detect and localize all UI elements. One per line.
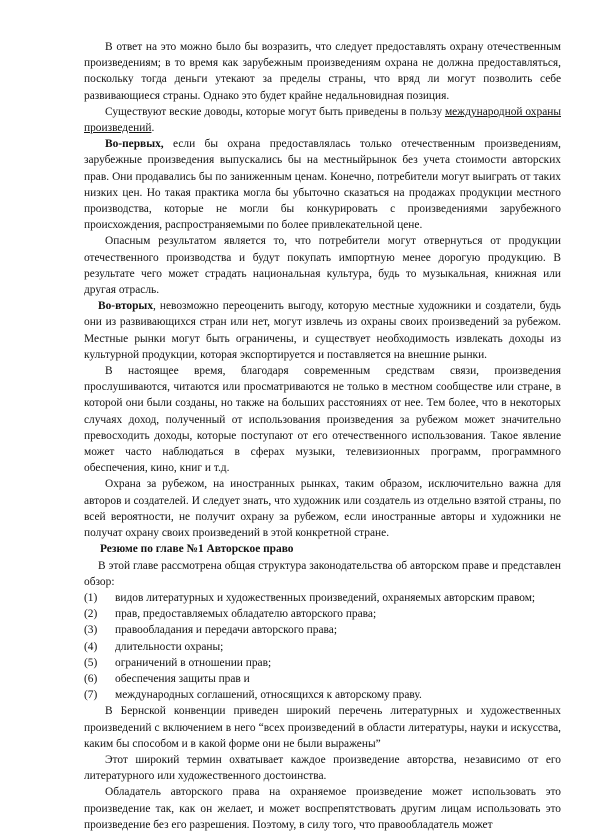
arguments-intro-period: .: [151, 122, 155, 135]
paragraph-modern-communication: В настоящее время, благодаря современным средствам связи, произведения прослушиваются, читаются или просматриваются не только в местном сообществе или стране, в которой они были созданы, но также на больших расстояниях от нее. Тем более, что в некоторых случаях доход, полученный от использования произведения за рубежом может значительно превосходить доходы, которые поступают от его отечественного использования. Такое явление может часто наблюдаться в сферах музыки, телевизионных программ, программного обеспечения, кино, книг и т.д.: [84, 365, 561, 475]
paragraph-rights-holder: Обладатель авторского права на охраняемое произведение может использовать это произведение так, как он желает, и может воспрепятствовать другим лицам использовать это произведение без его разрешения. Поэтому, в силу того, что правообладатель может: [84, 786, 561, 831]
list-item-number: (3): [84, 624, 98, 637]
list-item-text: правообладания и передачи авторского права;: [115, 624, 337, 637]
second-argument-label: Во-вторых: [98, 300, 154, 313]
list-item-text: длительности охраны;: [115, 640, 224, 653]
list-item: [84, 590, 561, 606]
first-argument-text: если бы охрана предоставлялась только отечественным произведениям, зарубежные произведения выпускались бы на местныйрынок без учета стоимости авторских прав. Они продавались бы по заниженным ценам. Конечно, потребители могут выиграть от таких низких цен. Но такая практика могла бы убыточно сказаться на продажах продукции местного производства, которые не могли бы конкурировать с произведениями зарубежного происхождения, распространяемыми по более привлекательной цене.: [84, 138, 561, 232]
list-item: [84, 622, 561, 638]
paragraph-counterargument: В ответ на это можно было бы возразить, что следует предоставлять охрану отечественным произведениям; в то время как зарубежным произведениям охрана не должна предоставляться, поскольку тогда деньги утекают за пределы страны, что вряд ли могут позволить себе развивающиеся страны. Однако это будет крайне недальновидная позиция.: [84, 41, 561, 102]
list-item-number: (4): [84, 640, 98, 653]
list-item-text: обеспечения защиты прав и: [115, 672, 250, 685]
list-item-text: международных соглашений, относящихся к авторскому праву.: [115, 689, 422, 702]
list-item-text: видов литературных и художественных произведений, охраняемых авторским правом;: [115, 591, 536, 604]
summary-intro: В этой главе рассмотрена общая структура законодательства об авторском праве и представлен обзор:: [84, 559, 561, 588]
arguments-intro-text: Существуют веские доводы, которые могут быть приведены в пользу: [105, 105, 445, 118]
paragraph-berne-convention: В Бернской конвенции приведен широкий перечень литературных и художественных произведений с включением в него “всех произведений в области литературы, науки и искусства, каким бы способом и в какой форме они не были выражены”: [84, 705, 561, 750]
paragraph-foreign-protection: Охрана за рубежом, на иностранных рынках, таким образом, исключительно важна для авторов и создателей. И следует знать, что художник или создатель из отдельно взятой страны, по всей вероятности, не получит охрану за рубежом, если иностранные авторы и художники не получат охрану своих произведений в этой конкретной стране.: [84, 478, 561, 540]
summary-heading: Резюме по главе №1 Авторское право: [100, 543, 294, 556]
paragraph-arguments-intro: [84, 104, 561, 136]
list-item-number: (7): [84, 689, 98, 702]
paragraph-first-argument: [84, 136, 561, 233]
list-item: [84, 606, 561, 622]
list-item-number: (2): [84, 608, 98, 621]
list-item-number: (5): [84, 656, 98, 669]
paragraph-broad-term: Этот широкий термин охватывает каждое произведение авторства, независимо от его литературного или художественного достоинства.: [84, 753, 561, 783]
list-item-number: (6): [84, 672, 98, 685]
paragraph-danger: Опасным результатом является то, что потребители могут отвернуться от продукции отечественного производства и будут покупать импортную менее дорогую продукцию. В результате чего может страдать национальная культура, будь то музыкальная, книжная или другая отрасль.: [84, 235, 561, 297]
list-item: [84, 687, 561, 703]
list-item-text: прав, предоставляемых обладателю авторского права;: [115, 608, 377, 621]
first-argument-label: Во-первых,: [105, 138, 164, 151]
paragraph-second-argument: [84, 298, 561, 363]
international-protection-link: международной охраны произведений: [84, 105, 561, 135]
list-item: [84, 639, 561, 655]
list-item: [84, 671, 561, 687]
second-argument-text: , невозможно переоценить выгоду, которую местные художники и создатели, будь они из развивающихся стран или нет, могут извлечь из охраны своих произведений за рубежом. Местные рынки могут быть ограничены, и существует необходимость извлекать доходы из культурной продукции, которая экспортируется и поставляется на внешние рынки.: [84, 300, 561, 361]
list-item-text: ограничений в отношении прав;: [115, 656, 272, 669]
list-item-number: (1): [84, 591, 98, 604]
summary-list: [84, 590, 561, 703]
list-item: [84, 655, 561, 671]
